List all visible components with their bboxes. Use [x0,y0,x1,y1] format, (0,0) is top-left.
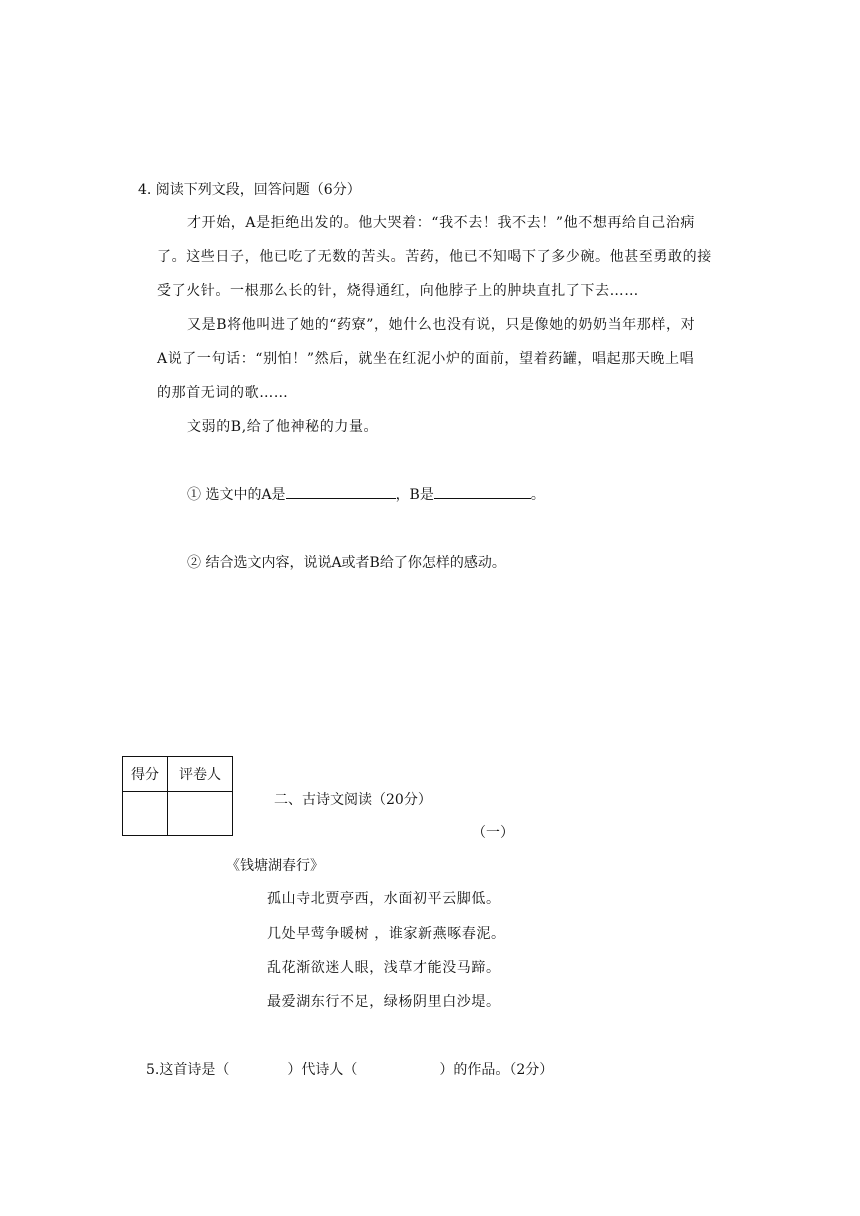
grader-header: 评卷人 [168,757,233,792]
sub-question-1 [187,484,545,504]
poem-title: 《钱塘湖春行》 [226,858,324,874]
answer-blank-a[interactable] [286,484,396,499]
passage-line: 又是B将他叫进了她的“药寮”，她什么也没有说，只是像她的奶奶当年那样，对 [187,317,696,333]
question-5 [146,1059,553,1079]
answer-blank-b[interactable] [434,484,531,499]
passage-line: 文弱的B,给了他神秘的力量。 [187,419,379,435]
sub-question-1-prefix: ① 选文中的A是 [187,487,286,503]
score-box [122,756,233,836]
section-title: 二、古诗文阅读（20分） [274,792,432,808]
poem-line: 最爱湖东行不足，绿杨阴里白沙堤。 [267,994,501,1010]
sub-question-2: ② 结合选文内容，说说A或者B给了你怎样的感动。 [187,555,506,571]
passage-line: 了。这些日子，他已吃了无数的苦头。苦药，他已不知喝下了多少碗。他甚至勇敢的接 [157,249,712,265]
question-4-title: 4. 阅读下列文段，回答问题（6分） [138,182,361,198]
poem-line: 几处早莺争暖树 ，谁家新燕啄春泥。 [267,926,506,942]
poem-line: 乱花渐欲迷人眼，浅草才能没马蹄。 [267,960,501,976]
question-5-suffix: ）的作品。（2分） [439,1062,554,1078]
poem-line: 孤山寺北贾亭西，水面初平云脚低。 [267,891,501,907]
passage-line: 才开始，A是拒绝出发的。他大哭着：“我不去！我不去！”他不想再给自己治病 [187,215,696,231]
question-5-mid: ）代诗人（ [287,1062,358,1078]
passage-line: 受了火针。一根那么长的针，烧得通红，向他脖子上的肿块直扎了下去…… [157,283,639,299]
sub-question-1-mid: ，B是 [395,487,434,503]
question-5-prefix: 5.这首诗是（ [146,1062,230,1078]
sub-question-1-suffix: 。 [530,487,545,503]
grader-cell[interactable] [168,792,233,836]
score-cell[interactable] [123,792,168,836]
passage-line: 的那首无词的歌…… [157,385,289,401]
score-header: 得分 [123,757,168,792]
part-label: （一） [472,825,514,841]
passage-line: A说了一句话：“别怕！”然后，就坐在红泥小炉的面前，望着药罐，唱起那天晚上唱 [157,351,695,367]
